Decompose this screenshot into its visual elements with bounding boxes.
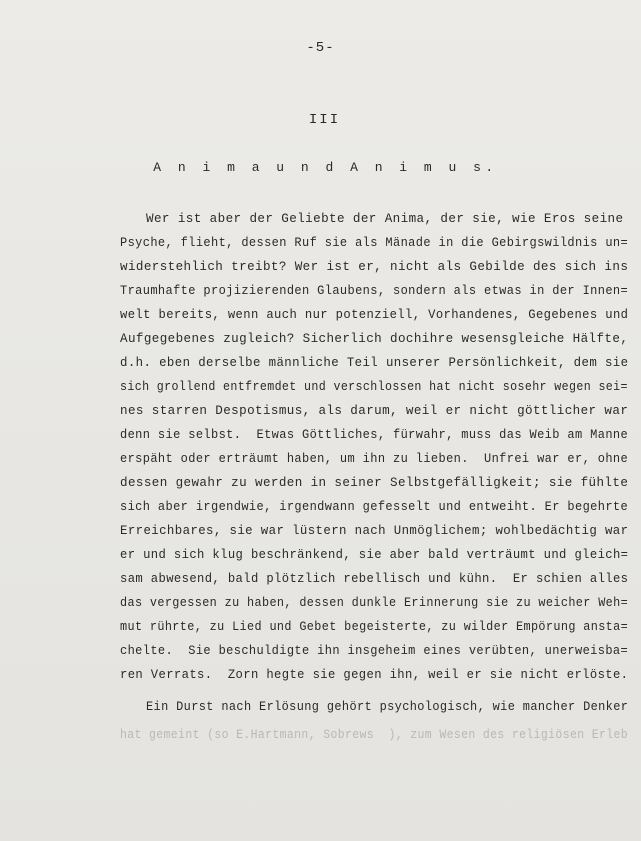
text-line: er und sich klug beschränkend, sie aber bald verträumt und gleich=	[120, 548, 629, 562]
text-line: das vergessen zu haben, dessen dunkle Erinnerung sie zu weicher Weh=	[120, 596, 629, 610]
text-line: nes starren Despotismus, als darum, weil er nicht göttlicher war	[120, 404, 629, 418]
text-line: sich aber irgendwie, irgendwann gefesselt und entweiht. Er begehrte	[120, 500, 629, 514]
text-line: denn sie selbst. Etwas Göttliches, fürwahr, muss das Weib am Manne	[120, 428, 629, 442]
text-line: widerstehlich treibt? Wer ist er, nicht als Gebilde des sich ins	[120, 260, 629, 274]
section-title: A n i m a u n d A n i m u s.	[153, 160, 498, 175]
text-line: Wer ist aber der Geliebte der Anima, der sie, wie Eros seine	[146, 212, 624, 226]
text-line: chelte. Sie beschuldigte ihn insgeheim eines verübten, unerweisba=	[120, 644, 629, 658]
text-line: d.h. eben derselbe männliche Teil unserer Persönlichkeit, dem sie	[120, 356, 629, 370]
text-line: Ein Durst nach Erlösung gehört psychologisch, wie mancher Denker	[146, 700, 629, 714]
text-line-faint: hat gemeint (so E.Hartmann, Sobrews ), zum Wesen des religiösen Erleb	[120, 728, 629, 742]
text-line: mut rührte, zu Lied und Gebet begeisterte, zu wilder Empörung ansta=	[120, 620, 629, 634]
text-line: Aufgegebenes zugleich? Sicherlich dochihre wesensgleiche Hälfte,	[120, 332, 629, 346]
text-line: Erreichbares, sie war lüstern nach Unmöglichem; wohlbedächtig war	[120, 524, 629, 538]
text-line: sam abwesend, bald plötzlich rebellisch und kühn. Er schien alles	[120, 572, 629, 586]
text-line: dessen gewahr zu werden in seiner Selbstgefälligkeit; sie fühlte	[120, 476, 629, 490]
text-line: ren Verrats. Zorn hegte sie gegen ihn, weil er sie nicht erlöste.	[120, 668, 629, 682]
text-line: Traumhafte projizierenden Glaubens, sondern als etwas in der Innen=	[120, 284, 629, 298]
text-line: sich grollend entfremdet und verschlossen hat nicht sosehr wegen sei=	[120, 380, 628, 394]
chapter-number: III	[308, 112, 341, 128]
text-line: Psyche, flieht, dessen Ruf sie als Mänade in die Gebirgswildnis un=	[120, 236, 629, 250]
text-line: welt bereits, wenn auch nur potenziell, Vorhandenes, Gegebenes und	[120, 308, 629, 322]
page-number: -5-	[306, 40, 335, 56]
text-line: erspäht oder erträumt haben, um ihn zu lieben. Unfrei war er, ohne	[120, 452, 629, 466]
